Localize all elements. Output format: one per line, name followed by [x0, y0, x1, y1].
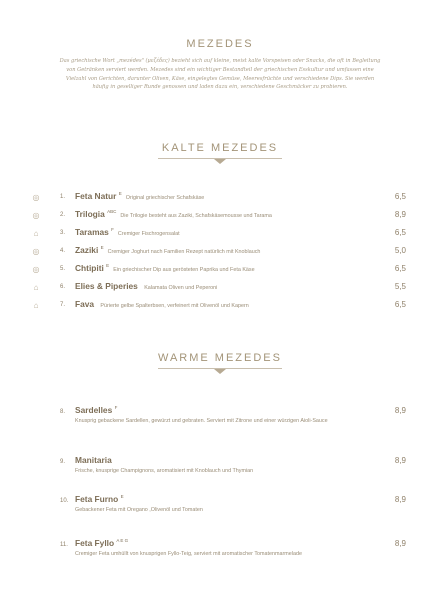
item-name: Sardelles $^F$	[75, 405, 118, 415]
item-description: Ein griechischer Dip aus gerösteten Paprika und Feta Käse	[113, 267, 255, 273]
item-price: 5,0	[394, 246, 406, 255]
item-price: 8,9	[394, 210, 406, 219]
vegan-icon: ⌂	[33, 283, 39, 292]
vegetarian-icon: ◎	[32, 211, 40, 220]
item-name: Chtipiti $^E$Ein griechischer Dip aus gerösteten Paprika und Feta Käse	[75, 263, 255, 273]
item-description: Cremiger Joghurt nach Familien Rezept natürlich mit Knoblauch	[107, 249, 261, 255]
item-number: 2.	[60, 212, 66, 218]
item-name: Zaziki $^E$Cremiger Joghurt nach Familien Rezept natürlich mit Knoblauch	[75, 245, 261, 255]
intro-text: Das griechische Wort „mezédes" (μεζέδες) bezieht sich auf kleine, meist kalte Vorspeisen oder Snacks, die oft in Begleitung von Getränken serviert werden. Mezedes sind ein wichtiger Bestandteil der griechischen Esskultur und umfassen eine Vielzahl von Gerichten, darunter Oliven, Käse, eingelegtes Gemüse, Meeresfrüchte und verschiedene Dips. Sie werden häufig in geselliger Runde genossen und laden dazu ein, verschiedene Geschmäcker zu probieren.	[59, 58, 381, 91]
menu-item-2	[0, 209, 440, 223]
item-description: Gebackener Feta mit Oregano ,Olivenöl und Tomaten	[75, 507, 203, 513]
item-price: 8,9	[394, 406, 406, 415]
item-name: Feta Natur $^E$Original griechischer Schafskäse	[75, 191, 205, 201]
item-name: Fava Pürierte gelbe Spalterbsen, verfeinert mit Olivenöl und Kapern	[75, 299, 249, 309]
allergen-code: F	[114, 405, 118, 411]
allergen-code: E	[118, 191, 122, 197]
item-description: Cremiger Feta umhüllt von knusprigen Fyllo-Teig, serviert mit aromatischer Tomatenmarmelade	[75, 551, 302, 557]
section-title-warme: WARME MEZEDES	[158, 352, 282, 364]
item-price: 8,9	[394, 539, 406, 548]
item-number: 3.	[60, 230, 66, 236]
item-name: Feta Fyllo $^{A E G}$	[75, 538, 129, 548]
item-name: Trilogia $^{ABC}$Die Trilogie besteht aus Zaziki, Schafskäsemousse und Tarama	[75, 209, 272, 219]
item-number: 10.	[60, 498, 69, 504]
item-price: 6,5	[394, 192, 406, 201]
menu-item-4	[0, 245, 440, 259]
item-description: Frische, knusprige Champignons, aromatisiert mit Knoblauch und Thymian	[75, 468, 254, 474]
item-description: Kalamata Oliven und Peperoni	[144, 285, 218, 291]
item-description: Knusprig gebackene Sardellen, gewürzt und gebraten. Serviert mit Zitrone und einer würzigen Aioli-Sauce	[75, 418, 328, 424]
item-description: Cremiger Fischrogensalat	[117, 231, 180, 237]
divider-ornament-icon	[214, 369, 226, 374]
item-name: Feta Furno $^E$	[75, 494, 124, 504]
vegetarian-icon: ◎	[32, 193, 40, 202]
item-number: 5.	[60, 266, 66, 272]
menu-item-1	[0, 191, 440, 205]
item-number: 7.	[60, 302, 66, 308]
allergen-code: E	[106, 263, 110, 269]
fish-icon: ⌂	[33, 229, 39, 238]
item-number: 1.	[60, 194, 66, 200]
item-name: Taramas $^F$Cremiger Fischrogensalat	[75, 227, 180, 237]
menu-item-6	[0, 281, 440, 295]
allergen-code: E	[120, 494, 124, 500]
item-price: 5,5	[394, 282, 406, 291]
item-name: Manitaria	[75, 455, 112, 465]
section-divider	[158, 156, 282, 166]
menu-item-5	[0, 263, 440, 277]
item-number: 11.	[60, 542, 68, 548]
divider-ornament-icon	[214, 159, 226, 164]
item-number: 8.	[60, 409, 66, 415]
menu-item-7	[0, 299, 440, 313]
vegetarian-icon: ◎	[32, 265, 40, 274]
item-number: 4.	[60, 248, 66, 254]
item-name: Elies & Piperies Kalamata Oliven und Peperoni	[75, 281, 218, 291]
item-price: 6,5	[394, 300, 406, 309]
section-title-kalte: KALTE MEZEDES	[161, 142, 279, 154]
vegetarian-icon: ◎	[32, 247, 40, 256]
item-description: Die Trilogie besteht aus Zaziki, Schafskäsemousse und Tarama	[120, 213, 272, 219]
menu-item-3	[0, 227, 440, 241]
item-price: 8,9	[394, 495, 406, 504]
item-price: 6,5	[394, 228, 406, 237]
page-title: MEZEDES	[186, 38, 254, 50]
allergen-code: ABC	[107, 209, 117, 215]
allergen-code: F	[111, 227, 114, 233]
item-price: 6,5	[394, 264, 406, 273]
allergen-code: E	[100, 245, 104, 251]
item-number: 6.	[60, 284, 66, 290]
vegan-icon: ⌂	[33, 301, 39, 310]
item-description: Original griechischer Schafskäse	[125, 195, 205, 201]
item-description: Pürierte gelbe Spalterbsen, verfeinert mit Olivenöl und Kapern	[100, 303, 249, 309]
item-price: 8,9	[394, 456, 406, 465]
section-divider	[158, 366, 282, 376]
allergen-code: A E G	[116, 538, 129, 544]
item-number: 9.	[60, 459, 66, 465]
